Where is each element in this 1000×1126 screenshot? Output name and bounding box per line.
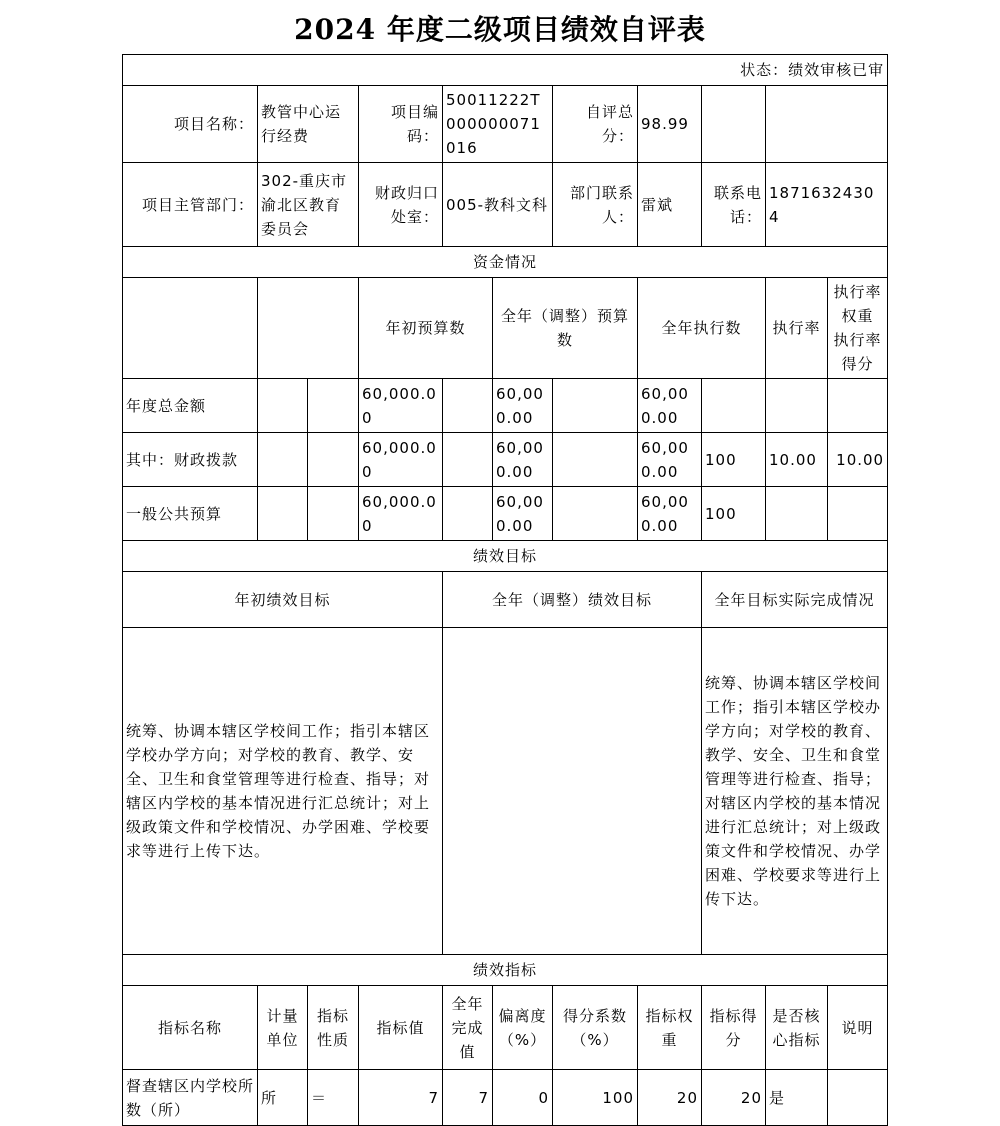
finance-label: 财政归口处室： bbox=[359, 163, 443, 247]
header-deviation: 偏离度（%） bbox=[493, 986, 553, 1070]
header-coef: 得分系数（%） bbox=[553, 986, 638, 1070]
dept-value: 302-重庆市渝北区教育委员会 bbox=[258, 163, 359, 247]
empty-cell bbox=[553, 379, 638, 433]
header-indicator-name: 指标名称 bbox=[123, 986, 258, 1070]
header-rate: 执行率 bbox=[766, 278, 828, 379]
fund-executed: 60,000.00 bbox=[638, 433, 702, 487]
project-code-value: 50011222T000000071016 bbox=[443, 86, 553, 163]
header-core: 是否核心指标 bbox=[766, 986, 828, 1070]
adjusted-goal-text bbox=[443, 628, 702, 955]
fund-adjusted: 60,000.00 bbox=[493, 487, 553, 541]
indicator-name: 督查辖区内学校所数（所） bbox=[123, 1070, 258, 1126]
empty-cell bbox=[702, 86, 766, 163]
phone-value: 18716324304 bbox=[766, 163, 888, 247]
empty-cell bbox=[258, 487, 308, 541]
header-score: 执行率得分 bbox=[833, 331, 882, 373]
phone-label: 联系电话： bbox=[702, 163, 766, 247]
fund-adjusted: 60,000.00 bbox=[493, 433, 553, 487]
empty-cell bbox=[553, 487, 638, 541]
indicator-deviation: 0 bbox=[493, 1070, 553, 1126]
indicator-actual: 7 bbox=[443, 1070, 493, 1126]
status-text: 状态：绩效审核已审 bbox=[123, 55, 888, 86]
contact-label: 部门联系人： bbox=[553, 163, 638, 247]
indicator-core: 是 bbox=[766, 1070, 828, 1126]
header-weight: 执行率权重 bbox=[833, 283, 882, 325]
fund-rate: 100 bbox=[702, 433, 766, 487]
fund-executed: 60,000.00 bbox=[638, 379, 702, 433]
fund-initial: 60,000.00 bbox=[359, 487, 443, 541]
project-name-label: 项目名称： bbox=[123, 86, 258, 163]
indicators-section-title: 绩效指标 bbox=[123, 955, 888, 986]
header-actual-goal: 全年目标实际完成情况 bbox=[702, 572, 888, 628]
project-code-label: 项目编码： bbox=[359, 86, 443, 163]
score-label: 自评总分： bbox=[553, 86, 638, 163]
header-adjusted-goal: 全年（调整）绩效目标 bbox=[443, 572, 702, 628]
indicator-coef: 100 bbox=[553, 1070, 638, 1126]
header-note: 说明 bbox=[828, 986, 888, 1070]
fund-row-label: 年度总金额 bbox=[123, 379, 258, 433]
header-initial-goal: 年初绩效目标 bbox=[123, 572, 443, 628]
header-weight-score bbox=[828, 278, 888, 379]
empty-cell bbox=[443, 379, 493, 433]
initial-goal-text: 统筹、协调本辖区学校间工作；指引本辖区学校办学方向；对学校的教育、教学、安全、卫生和食堂管理等进行检查、指导；对辖区内学校的基本情况进行汇总统计；对上级政策文件和学校情况、办学困难、学校要求等进行上传下达。 bbox=[123, 628, 443, 955]
dept-label: 项目主管部门： bbox=[123, 163, 258, 247]
empty-cell bbox=[308, 379, 359, 433]
fund-score bbox=[828, 487, 888, 541]
table-row bbox=[123, 1070, 888, 1126]
header-nature: 指标性质 bbox=[308, 986, 359, 1070]
header-value: 指标值 bbox=[359, 986, 443, 1070]
fund-rate: 100 bbox=[702, 487, 766, 541]
empty-cell bbox=[308, 487, 359, 541]
fund-rate bbox=[702, 379, 766, 433]
empty-cell bbox=[258, 379, 308, 433]
indicator-weight: 20 bbox=[638, 1070, 702, 1126]
fund-initial: 60,000.00 bbox=[359, 379, 443, 433]
header-adjusted-budget: 全年（调整）预算数 bbox=[493, 278, 638, 379]
empty-cell bbox=[258, 278, 359, 379]
fund-adjusted: 60,000.00 bbox=[493, 379, 553, 433]
page-title: 2024 年度二级项目绩效自评表 bbox=[294, 13, 706, 46]
indicator-value: 7 bbox=[359, 1070, 443, 1126]
empty-cell bbox=[308, 433, 359, 487]
header-unit: 计量单位 bbox=[258, 986, 308, 1070]
header-weight: 指标权重 bbox=[638, 986, 702, 1070]
header-actual: 全年完成值 bbox=[443, 986, 493, 1070]
fund-row-label: 其中：财政拨款 bbox=[123, 433, 258, 487]
header-initial-budget: 年初预算数 bbox=[359, 278, 493, 379]
funds-section-title: 资金情况 bbox=[123, 247, 888, 278]
empty-cell bbox=[766, 86, 888, 163]
actual-goal-text: 统筹、协调本辖区学校间工作；指引本辖区学校办学方向；对学校的教育、教学、安全、卫生和食堂管理等进行检查、指导；对辖区内学校的基本情况进行汇总统计；对上级政策文件和学校情况、办学困难、学校要求等进行上传下达。 bbox=[702, 628, 888, 955]
fund-score: 10.00 bbox=[828, 433, 888, 487]
finance-value: 005-教科文科 bbox=[443, 163, 553, 247]
fund-weight bbox=[766, 379, 828, 433]
indicator-nature: ＝ bbox=[308, 1070, 359, 1126]
indicator-unit: 所 bbox=[258, 1070, 308, 1126]
score-value: 98.99 bbox=[638, 86, 702, 163]
evaluation-table bbox=[122, 54, 888, 1126]
empty-cell bbox=[443, 433, 493, 487]
empty-cell bbox=[443, 487, 493, 541]
fund-score bbox=[828, 379, 888, 433]
indicator-note bbox=[828, 1070, 888, 1126]
fund-row-label: 一般公共预算 bbox=[123, 487, 258, 541]
header-executed: 全年执行数 bbox=[638, 278, 766, 379]
fund-weight bbox=[766, 487, 828, 541]
project-name-value: 教管中心运行经费 bbox=[258, 86, 359, 163]
goals-section-title: 绩效目标 bbox=[123, 541, 888, 572]
header-score: 指标得分 bbox=[702, 986, 766, 1070]
empty-cell bbox=[553, 433, 638, 487]
fund-weight: 10.00 bbox=[766, 433, 828, 487]
fund-executed: 60,000.00 bbox=[638, 487, 702, 541]
contact-value: 雷斌 bbox=[638, 163, 702, 247]
fund-initial: 60,000.00 bbox=[359, 433, 443, 487]
indicator-score: 20 bbox=[702, 1070, 766, 1126]
empty-cell bbox=[123, 278, 258, 379]
empty-cell bbox=[258, 433, 308, 487]
